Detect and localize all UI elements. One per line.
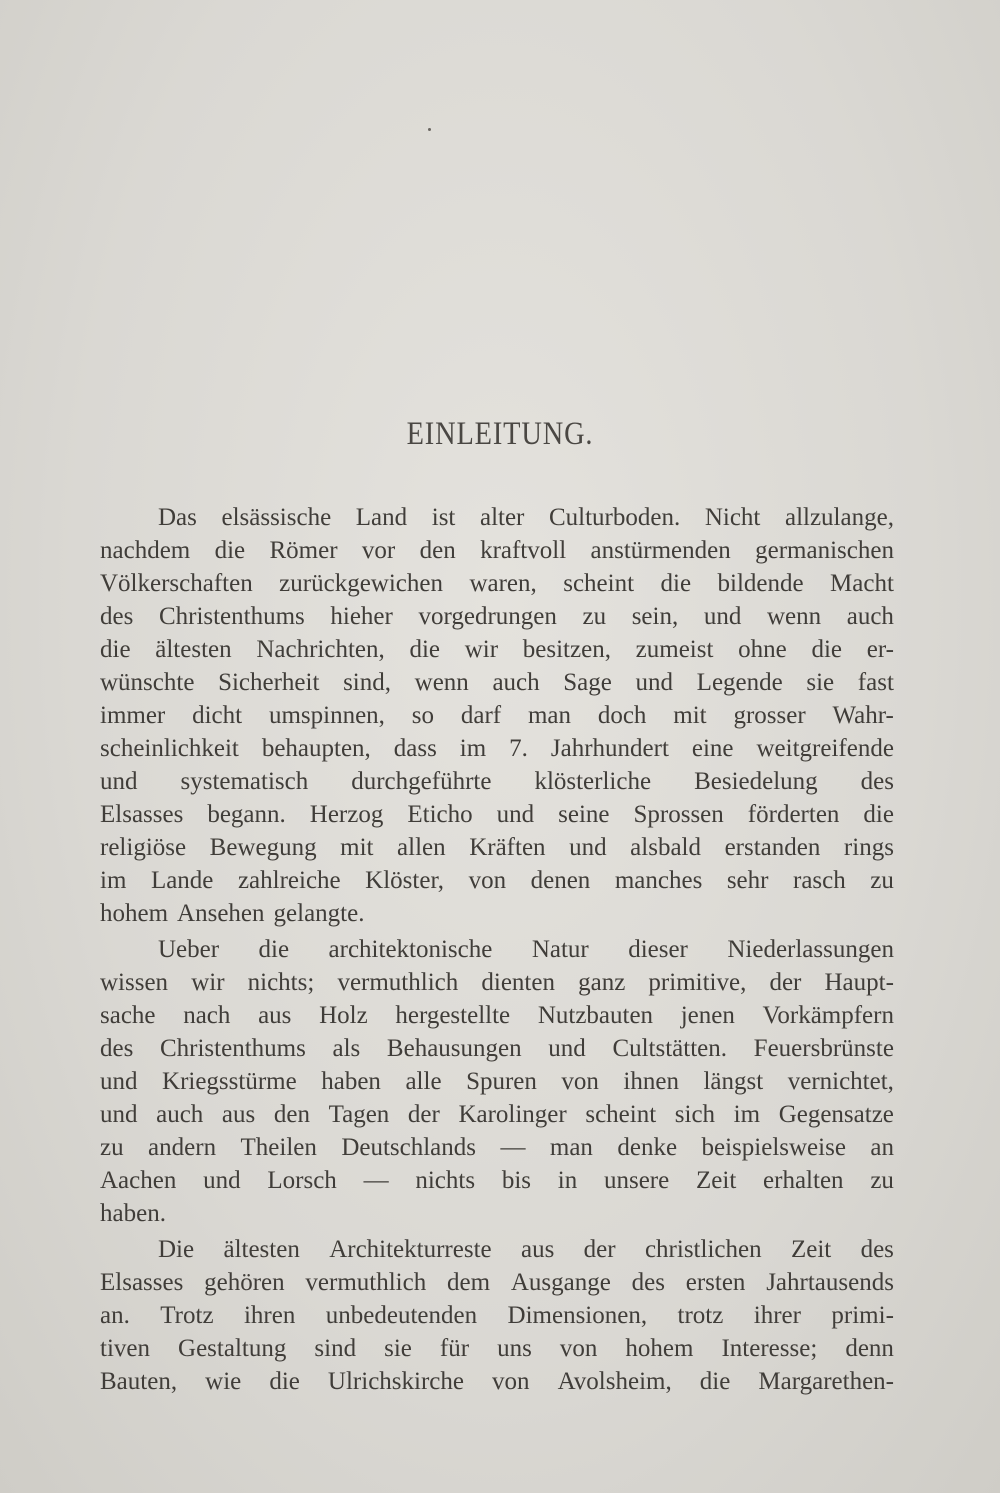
text-line: des Christenthums als Behausungen und Cultstätten. Feuersbrünste <box>100 1035 894 1062</box>
text-line: die ältesten Nachrichten, die wir besitzen, zumeist ohne die er- <box>100 636 894 663</box>
text-line: des Christenthums hieher vorgedrungen zu sein, und wenn auch <box>100 603 894 630</box>
text-line: zu andern Theilen Deutschlands — man denke beispielsweise an <box>100 1134 894 1161</box>
text-line: und Kriegsstürme haben alle Spuren von ihnen längst vernichtet, <box>100 1068 894 1095</box>
text-line: im Lande zahlreiche Klöster, von denen manches sehr rasch zu <box>100 867 894 894</box>
text-line: Bauten, wie die Ulrichskirche von Avolsheim, die Margarethen- <box>100 1368 894 1395</box>
text-line: wissen wir nichts; vermuthlich dienten ganz primitive, der Haupt- <box>100 969 894 996</box>
text-line: Elsasses gehören vermuthlich dem Ausgange des ersten Jahrtausends <box>100 1269 894 1296</box>
text-line: Ueber die architektonische Natur dieser Niederlassungen <box>158 936 894 963</box>
paragraph <box>100 501 894 930</box>
text-line: und systematisch durchgeführte klösterliche Besiedelung des <box>100 768 894 795</box>
text-line: immer dicht umspinnen, so darf man doch mit grosser Wahr- <box>100 702 894 729</box>
chapter-heading: EINLEITUNG. <box>406 416 594 452</box>
text-line: Elsasses begann. Herzog Eticho und seine Sprossen förderten die <box>100 801 894 828</box>
text-line: nachdem die Römer vor den kraftvoll anstürmenden germanischen <box>100 537 894 564</box>
text-line: Die ältesten Architekturreste aus der christlichen Zeit des <box>158 1236 894 1263</box>
paragraph <box>100 933 894 1230</box>
text-line: an. Trotz ihren unbedeutenden Dimensionen, trotz ihrer primi- <box>100 1302 894 1329</box>
text-line: haben. <box>100 1200 166 1227</box>
text-line: hohem Ansehen gelangte. <box>100 900 365 927</box>
text-line: religiöse Bewegung mit allen Kräften und alsbald erstanden rings <box>100 834 894 861</box>
text-line: Völkerschaften zurückgewichen waren, scheint die bildende Macht <box>100 570 894 597</box>
body-text <box>100 501 894 1398</box>
text-line: wünschte Sicherheit sind, wenn auch Sage und Legende sie fast <box>100 669 894 696</box>
text-line: scheinlichkeit behaupten, dass im 7. Jahrhundert eine weitgreifende <box>100 735 894 762</box>
text-line: Aachen und Lorsch — nichts bis in unsere Zeit erhalten zu <box>100 1167 894 1194</box>
text-line: tiven Gestaltung sind sie für uns von hohem Interesse; denn <box>100 1335 894 1362</box>
text-line: und auch aus den Tagen der Karolinger scheint sich im Gegensatze <box>100 1101 894 1128</box>
paragraph <box>100 1233 894 1398</box>
print-speck <box>428 128 431 131</box>
text-line: Das elsässische Land ist alter Culturboden. Nicht allzulange, <box>158 504 894 531</box>
text-line: sache nach aus Holz hergestellte Nutzbauten jenen Vorkämpfern <box>100 1002 894 1029</box>
